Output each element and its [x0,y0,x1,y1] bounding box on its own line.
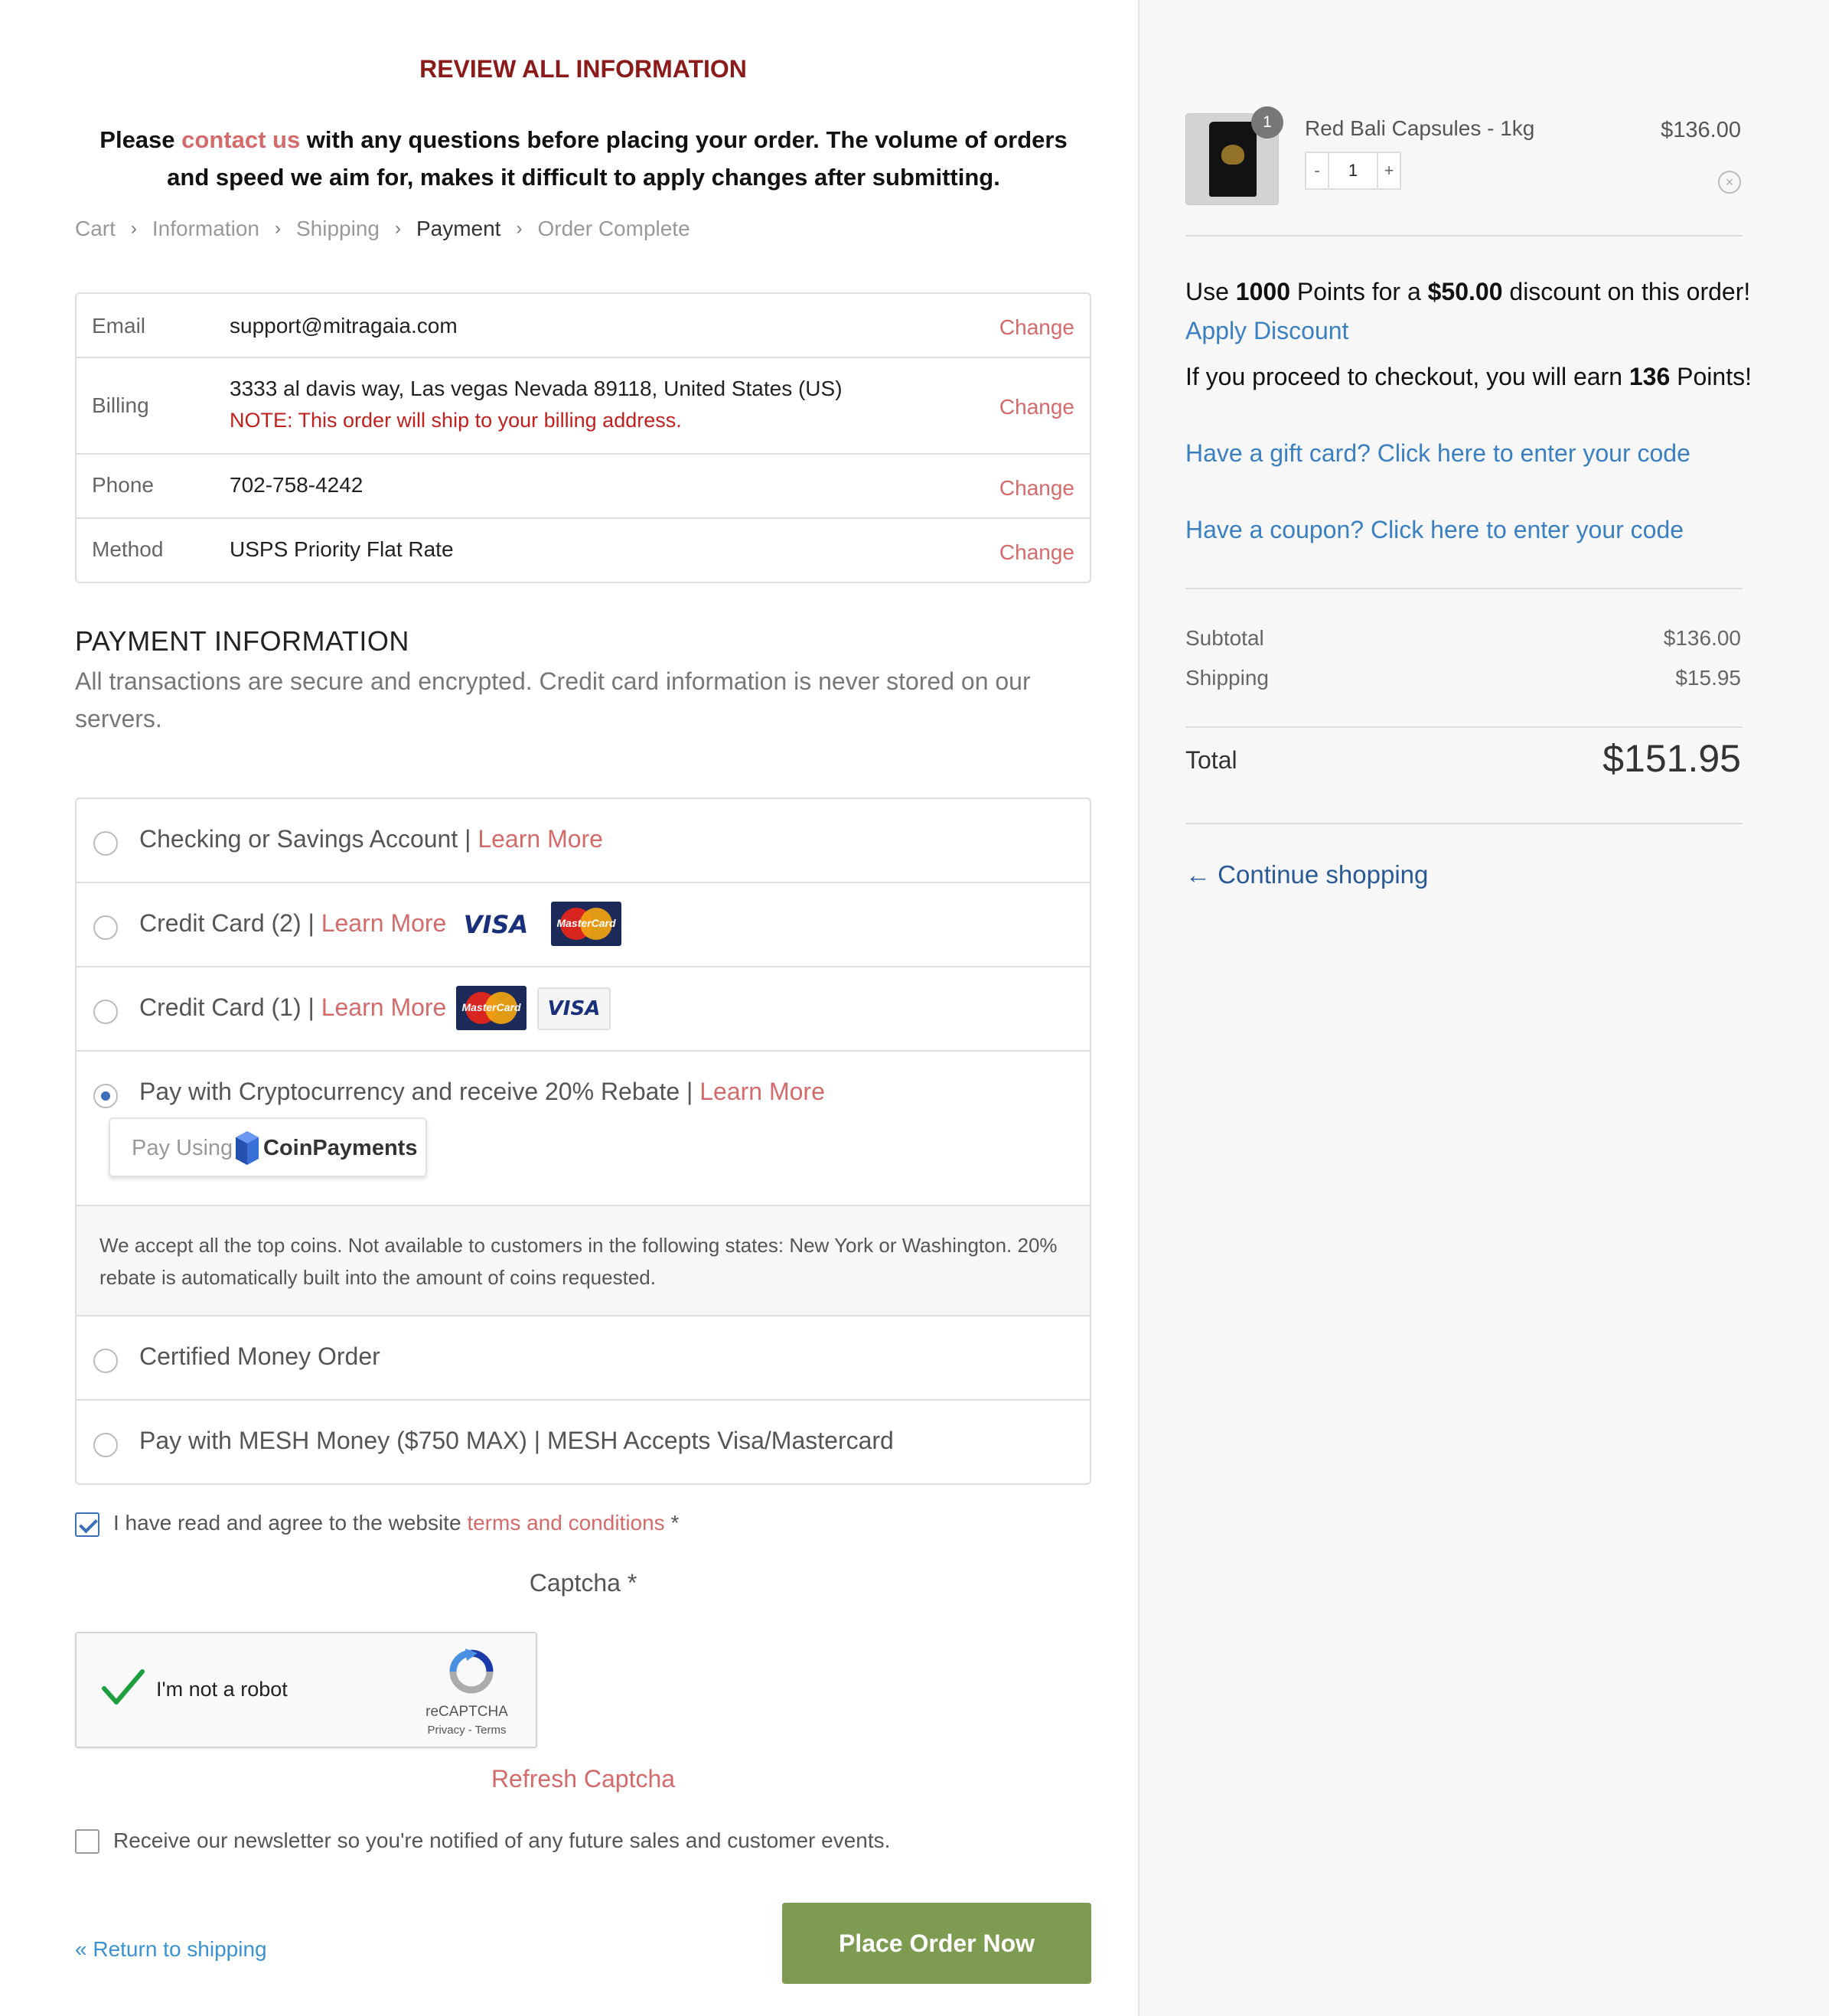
recaptcha-brand: reCAPTCHA [425,1704,508,1720]
chevron-right-icon: › [274,218,281,239]
payment-option-label: Credit Card (2) | Learn More [139,909,447,937]
subtotal-label: Subtotal [1185,626,1264,650]
recaptcha-label: I'm not a robot [156,1678,288,1701]
return-to-shipping-link[interactable]: « Return to shipping [75,1937,267,1961]
recaptcha-widget[interactable] [75,1632,537,1748]
email-value: support@mitragaia.com [230,314,458,338]
total-value: $151.95 [1602,737,1741,780]
learn-more-link[interactable]: Learn More [478,825,603,853]
review-row-billing [77,358,1090,455]
newsletter-label: Receive our newsletter so you're notified of any future sales and customer events. [113,1828,891,1852]
radio-credit-card-2[interactable] [93,915,118,940]
terms-checkbox[interactable] [75,1512,99,1537]
points-redeem-text: Use 1000 Points for a $50.00 discount on this order! [1185,278,1751,305]
shipping-label: Shipping [1185,666,1269,690]
payment-option-bank[interactable] [77,799,1090,883]
crypto-description-panel [77,1206,1090,1316]
order-summary-sidebar [1138,0,1829,2016]
radio-credit-card-1[interactable] [93,1000,118,1024]
change-email-link[interactable]: Change [999,315,1074,339]
coinpayments-prefix: Pay Using [132,1136,233,1160]
divider [1185,588,1743,589]
continue-shopping-link[interactable]: ← Continue shopping [1185,860,1429,889]
recaptcha-privacy-terms[interactable]: Privacy - Terms [427,1724,507,1737]
shipping-value: $15.95 [1675,666,1741,690]
visa-logo-icon: VISA [463,910,529,939]
remove-item-icon[interactable]: × [1718,171,1741,194]
product-price: $136.00 [1661,118,1741,142]
payment-methods [75,798,1091,1485]
apply-discount-link[interactable]: Apply Discount [1185,317,1349,344]
billing-note: NOTE: This order will ship to your billing address. [230,409,682,432]
breadcrumb-information[interactable]: Information [152,217,259,240]
quantity-increase-button[interactable]: + [1377,153,1400,188]
billing-label: Billing [92,393,149,417]
payment-option-label: Certified Money Order [139,1342,380,1370]
place-order-button[interactable]: Place Order Now [782,1903,1091,1984]
terms-label: I have read and agree to the website terms and conditions * [113,1511,680,1535]
learn-more-link[interactable]: Learn More [699,1078,825,1105]
product-name: Red Bali Capsules - 1kg [1305,116,1535,140]
chevron-right-icon: › [394,218,401,239]
quantity-stepper [1305,152,1401,190]
radio-bank[interactable] [93,831,118,856]
quantity-decrease-button[interactable]: - [1306,153,1329,188]
divider [1185,823,1743,824]
captcha-label: Captcha * [529,1569,637,1597]
learn-more-link[interactable]: Learn More [321,993,447,1021]
payment-option-crypto[interactable] [77,1052,1090,1206]
change-method-link[interactable]: Change [999,540,1074,564]
billing-value: 3333 al davis way, Las vegas Nevada 89118, United States (US) [230,377,843,400]
terms-link[interactable]: terms and conditions [467,1511,665,1535]
payment-option-credit-card-2[interactable] [77,883,1090,967]
mastercard-logo-icon: MasterCard [551,902,621,946]
phone-value: 702-758-4242 [230,473,364,497]
breadcrumb-shipping[interactable]: Shipping [295,217,380,240]
method-label: Method [92,537,164,561]
total-label: Total [1185,746,1237,774]
coinpayments-badge [109,1117,427,1177]
breadcrumb [75,217,690,241]
breadcrumb-payment: Payment [416,217,501,240]
coinpayments-icon [234,1130,260,1166]
page-title: REVIEW ALL INFORMATION [419,55,747,83]
payment-option-label: Pay with MESH Money ($750 MAX) | MESH Accepts Visa/Mastercard [139,1427,894,1454]
review-row-email [77,294,1090,358]
subtotal-value: $136.00 [1663,626,1741,650]
phone-label: Phone [92,473,154,497]
payment-option-credit-card-1[interactable] [77,967,1090,1052]
review-summary [75,292,1091,583]
quantity-input[interactable]: 1 [1348,161,1358,180]
divider [1185,235,1743,237]
email-label: Email [92,314,146,338]
payment-option-money-order[interactable] [77,1316,1090,1401]
order-notice [76,121,1091,196]
payment-title: PAYMENT INFORMATION [75,625,409,657]
payment-option-label: Pay with Cryptocurrency and receive 20% Rebate | Learn More [139,1078,825,1105]
crypto-description: We accept all the top coins. Not available to customers in the following states: New York or Washington. 20% rebate is automatically built into the amount of coins requested. [99,1234,1058,1289]
newsletter-checkbox[interactable] [75,1829,99,1854]
payment-option-mesh[interactable] [77,1401,1090,1485]
chevron-right-icon: › [516,218,523,239]
payment-subtitle: All transactions are secure and encrypted. Credit card information is never stored on our servers. [75,667,1031,732]
refresh-captcha-link[interactable]: Refresh Captcha [491,1765,676,1793]
breadcrumb-order-complete: Order Complete [537,217,690,240]
quantity-badge: 1 [1251,106,1283,139]
recaptcha-logo-icon [447,1649,496,1695]
method-value: USPS Priority Flat Rate [230,537,454,561]
visa-logo-icon: VISA [537,987,611,1030]
notice-text-before: Please [99,126,182,153]
mastercard-logo-icon: MasterCard [456,986,527,1030]
breadcrumb-cart[interactable]: Cart [75,217,116,240]
notice-text-after: with any questions before placing your order. The volume of orders and speed we aim for, makes it difficult to apply changes after submitting. [167,126,1068,191]
payment-option-label: Credit Card (1) | Learn More [139,993,447,1021]
divider [1185,726,1743,728]
radio-mesh[interactable] [93,1433,118,1457]
change-phone-link[interactable]: Change [999,476,1074,500]
chevron-right-icon: › [130,218,137,239]
learn-more-link[interactable]: Learn More [321,909,447,937]
contact-us-link[interactable]: contact us [181,126,301,153]
gift-card-link[interactable]: Have a gift card? Click here to enter your code [1185,439,1690,467]
review-row-phone [77,455,1090,519]
coupon-link[interactable]: Have a coupon? Click here to enter your code [1185,516,1684,543]
points-earn-text: If you proceed to checkout, you will earn 136 Points! [1185,363,1752,390]
radio-crypto[interactable] [93,1084,118,1108]
payment-option-label: Checking or Savings Account | Learn More [139,825,603,853]
checkmark-icon[interactable] [101,1667,145,1707]
review-row-method [77,519,1090,583]
change-billing-link[interactable]: Change [999,395,1074,419]
radio-money-order[interactable] [93,1349,118,1373]
coinpayments-name: CoinPayments [263,1136,418,1160]
